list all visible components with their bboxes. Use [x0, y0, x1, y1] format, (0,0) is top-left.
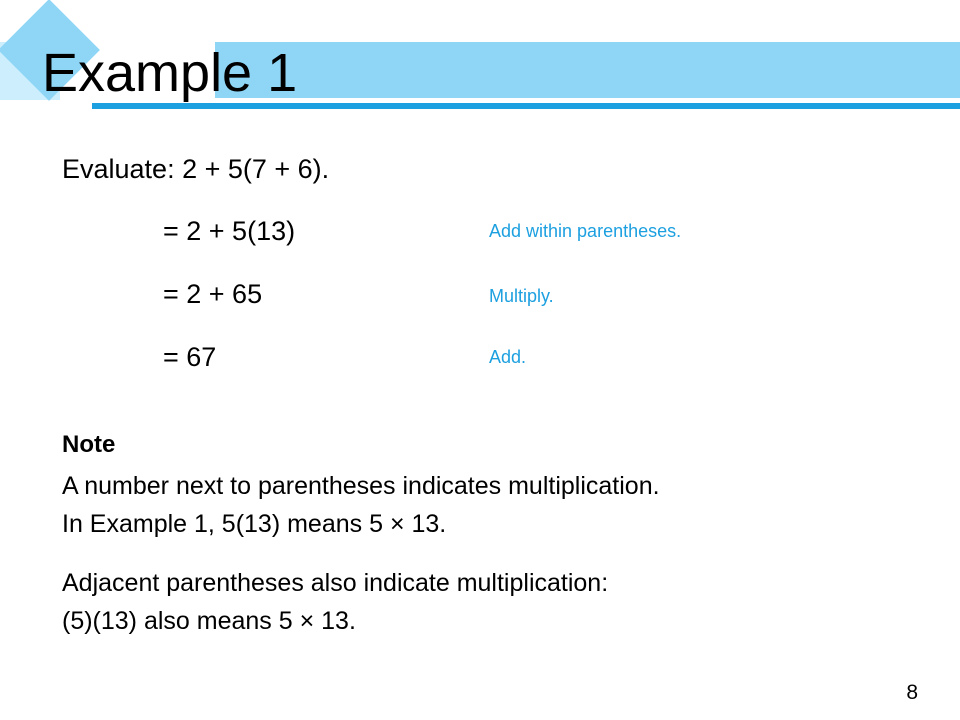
step-1-expression: = 2 + 5(13) [163, 216, 296, 246]
slide-title: Example 1 [42, 43, 298, 103]
note-heading: Note [62, 431, 116, 458]
note-line-2: In Example 1, 5(13) means 5 × 13. [62, 510, 447, 538]
step-3-expression: = 67 [163, 342, 217, 372]
step-3-note: Add. [489, 347, 527, 367]
step-2-note: Multiply. [489, 286, 554, 306]
note-line-1: A number next to parentheses indicates multiplication. [62, 472, 660, 500]
note-line-3: Adjacent parentheses also indicate multiplication: [62, 569, 609, 597]
problem-statement: Evaluate: 2 + 5(7 + 6). [62, 154, 330, 184]
note-line-4: (5)(13) also means 5 × 13. [62, 607, 356, 635]
step-2-expression: = 2 + 65 [163, 279, 263, 309]
title-band [215, 42, 960, 98]
page-number: 8 [906, 681, 918, 704]
step-1-note: Add within parentheses. [489, 221, 682, 241]
